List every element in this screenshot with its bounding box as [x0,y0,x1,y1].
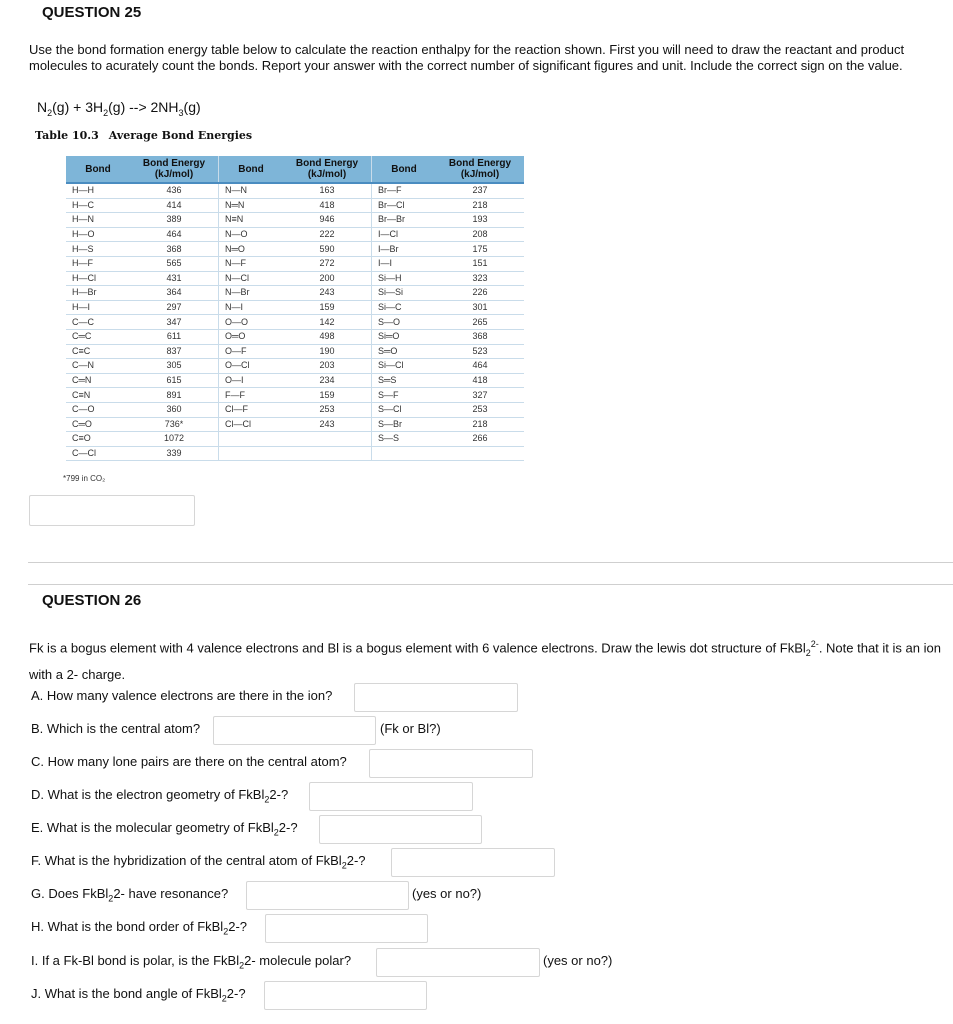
energy-cell: 523 [436,344,524,359]
bond-cell: C≡O [66,432,130,447]
bond-cell: I—I [372,256,437,271]
table-row [66,256,524,271]
bond-cell: H—F [66,256,130,271]
table-row [66,198,524,213]
energy-cell: 159 [283,388,372,403]
question-26-intro: Fk is a bogus element with 4 valence electrons and Bl is a bogus element with 6 valence electrons. Draw the lewis dot structure of FkBl$_2^{2-}$. Note that it is an ion with a 2- charge. [29,639,941,682]
question-d-label: D. What is the electron geometry of FkBl$_2$2-? [31,787,289,805]
energy-cell: 498 [283,329,372,344]
energy-cell: 323 [436,271,524,286]
answer-g-hint: (yes or no?) [412,886,482,901]
question-c-label: C. How many lone pairs are there on the central atom? [31,754,347,769]
header-bond: Bond [66,156,130,183]
bond-cell: Br—Br [372,213,437,228]
energy-cell: 243 [283,286,372,301]
table-row [66,402,524,417]
bond-cell: O—Cl [219,359,284,374]
table-row [66,359,524,374]
energy-cell: 389 [130,213,219,228]
energy-cell: 301 [436,300,524,315]
energy-cell: 590 [283,242,372,257]
bond-cell: Cl—F [219,402,284,417]
table-row [66,315,524,330]
bond-cell: Br—F [372,183,437,198]
energy-cell: 208 [436,227,524,242]
table-row [66,183,524,198]
energy-cell: 272 [283,256,372,271]
energy-cell: 347 [130,315,219,330]
bond-cell: S—Br [372,417,437,432]
energy-cell: 946 [283,213,372,228]
bond-cell [219,446,284,461]
bond-cell: C≡C [66,344,130,359]
bond-cell: O═O [219,329,284,344]
question-26-title: QUESTION 26 [42,592,142,609]
question-g-label: G. Does FkBl$_2$2- have resonance? [31,886,229,904]
energy-cell: 218 [436,417,524,432]
answer-b-input[interactable] [213,716,376,745]
energy-cell: 414 [130,198,219,213]
bond-cell [372,446,437,461]
energy-cell: 243 [283,417,372,432]
bond-cell: S—S [372,432,437,447]
table-row [66,344,524,359]
energy-cell: 436 [130,183,219,198]
bond-cell: N═N [219,198,284,213]
divider [28,584,953,585]
answer-i-input[interactable] [376,948,540,977]
energy-cell: 297 [130,300,219,315]
table-row [66,417,524,432]
energy-cell: 364 [130,286,219,301]
header-bond: Bond [372,156,437,183]
energy-cell: 218 [436,198,524,213]
question-j-label: J. What is the bond angle of FkBl$_2$2-? [31,986,246,1004]
bond-cell: F—F [219,388,284,403]
table-row [66,300,524,315]
bond-cell: C═C [66,329,130,344]
energy-cell: 253 [436,402,524,417]
table-row [66,446,524,461]
energy-cell: 736* [130,417,219,432]
table-footnote: *799 in CO₂ [63,474,106,483]
energy-cell: 190 [283,344,372,359]
table-row [66,213,524,228]
answer-b-hint: (Fk or Bl?) [380,721,441,736]
table-row [66,242,524,257]
table-row [66,373,524,388]
energy-cell: 464 [130,227,219,242]
question-b-label: B. Which is the central atom? [31,721,201,736]
energy-cell: 891 [130,388,219,403]
bond-cell: N—I [219,300,284,315]
question-i-label: I. If a Fk-Bl bond is polar, is the FkBl$_2$2- molecule polar? [31,953,352,971]
bond-cell: N≡N [219,213,284,228]
bond-cell: O—I [219,373,284,388]
bond-cell: S═S [372,373,437,388]
answer-c-input[interactable] [369,749,533,778]
bond-cell: Br—Cl [372,198,437,213]
energy-cell: 222 [283,227,372,242]
bond-cell: H—N [66,213,130,228]
table-row [66,227,524,242]
header-energy: Bond Energy (kJ/mol) [130,156,219,183]
bond-cell: Si—H [372,271,437,286]
bond-cell: C—C [66,315,130,330]
energy-cell: 611 [130,329,219,344]
bond-cell: I—Cl [372,227,437,242]
bond-cell: H—Br [66,286,130,301]
bond-cell: N—O [219,227,284,242]
energy-cell: 565 [130,256,219,271]
answer-g-input[interactable] [246,881,409,910]
answer-d-input[interactable] [309,782,473,811]
table-row [66,271,524,286]
question-e-label: E. What is the molecular geometry of FkBl$_2$2-? [31,820,298,838]
bond-cell: H—H [66,183,130,198]
bond-cell [219,432,284,447]
bond-cell: S—Cl [372,402,437,417]
bond-cell: N—F [219,256,284,271]
bond-cell: N—Cl [219,271,284,286]
bond-cell: O—F [219,344,284,359]
bond-cell: C═O [66,417,130,432]
energy-cell: 360 [130,402,219,417]
bond-cell: N—N [219,183,284,198]
energy-cell: 253 [283,402,372,417]
table-row [66,286,524,301]
bond-cell: O—O [219,315,284,330]
energy-cell: 368 [436,329,524,344]
answer-h-input[interactable] [265,914,428,943]
bond-cell: H—S [66,242,130,257]
bond-cell: Si═O [372,329,437,344]
question-25-title: QUESTION 25 [42,4,142,21]
energy-cell: 418 [283,198,372,213]
energy-cell: 142 [283,315,372,330]
bond-cell: H—I [66,300,130,315]
bond-cell: C—O [66,402,130,417]
bond-cell: C—Cl [66,446,130,461]
answer-f-input[interactable] [391,848,555,877]
energy-cell: 163 [283,183,372,198]
bond-cell: H—C [66,198,130,213]
bond-cell: Cl—Cl [219,417,284,432]
energy-cell: 418 [436,373,524,388]
energy-cell: 200 [283,271,372,286]
energy-cell [436,446,524,461]
energy-cell: 203 [283,359,372,374]
bond-cell: S═O [372,344,437,359]
bond-cell: C═N [66,373,130,388]
table-row [66,432,524,447]
bond-cell: S—O [372,315,437,330]
bond-cell: I—Br [372,242,437,257]
energy-cell: 1072 [130,432,219,447]
energy-cell: 226 [436,286,524,301]
energy-cell: 327 [436,388,524,403]
answer-j-input[interactable] [264,981,427,1010]
divider [28,562,953,563]
header-energy: Bond Energy (kJ/mol) [436,156,524,183]
energy-cell: 234 [283,373,372,388]
energy-cell [283,432,372,447]
answer-i-hint: (yes or no?) [543,953,613,968]
energy-cell: 175 [436,242,524,257]
energy-cell: 339 [130,446,219,461]
bond-cell: N═O [219,242,284,257]
bond-cell: S—F [372,388,437,403]
bond-cell: Si—Cl [372,359,437,374]
energy-cell: 431 [130,271,219,286]
energy-cell: 615 [130,373,219,388]
energy-cell: 151 [436,256,524,271]
table-caption: Table 10.3 Average Bond Energies [35,129,253,142]
bond-energy-table [66,156,524,461]
question-25-instructions: Use the bond formation energy table below to calculate the reaction enthalpy for the reaction shown. First you will need to draw the reactant and product molecules to acurately count the bonds. Report your answer with the correct number of significant figures and unit. Include the correct sign on the value. [29,42,905,73]
energy-cell: 464 [436,359,524,374]
bond-cell: H—Cl [66,271,130,286]
table-row [66,329,524,344]
reaction-equation: $N_2(g) + 3H_2(g)$ --> $2NH_3(g)$ [37,99,201,118]
header-energy: Bond Energy (kJ/mol) [283,156,372,183]
energy-cell: 368 [130,242,219,257]
answer-e-input[interactable] [319,815,482,844]
energy-cell [283,446,372,461]
bond-cell: H—O [66,227,130,242]
energy-cell: 193 [436,213,524,228]
question-f-label: F. What is the hybridization of the central atom of FkBl$_2$2-? [31,853,366,871]
energy-cell: 237 [436,183,524,198]
header-bond: Bond [219,156,284,183]
question-25-answer-input[interactable] [29,495,195,526]
energy-cell: 265 [436,315,524,330]
bond-cell: N—Br [219,286,284,301]
bond-cell: Si—Si [372,286,437,301]
question-a-label: A. How many valence electrons are there in the ion? [31,688,333,703]
bond-cell: C≡N [66,388,130,403]
energy-cell: 837 [130,344,219,359]
energy-cell: 266 [436,432,524,447]
energy-cell: 159 [283,300,372,315]
answer-a-input[interactable] [354,683,518,712]
bond-cell: C—N [66,359,130,374]
question-h-label: H. What is the bond order of FkBl$_2$2-? [31,919,248,937]
table-row [66,388,524,403]
energy-cell: 305 [130,359,219,374]
bond-cell: Si—C [372,300,437,315]
